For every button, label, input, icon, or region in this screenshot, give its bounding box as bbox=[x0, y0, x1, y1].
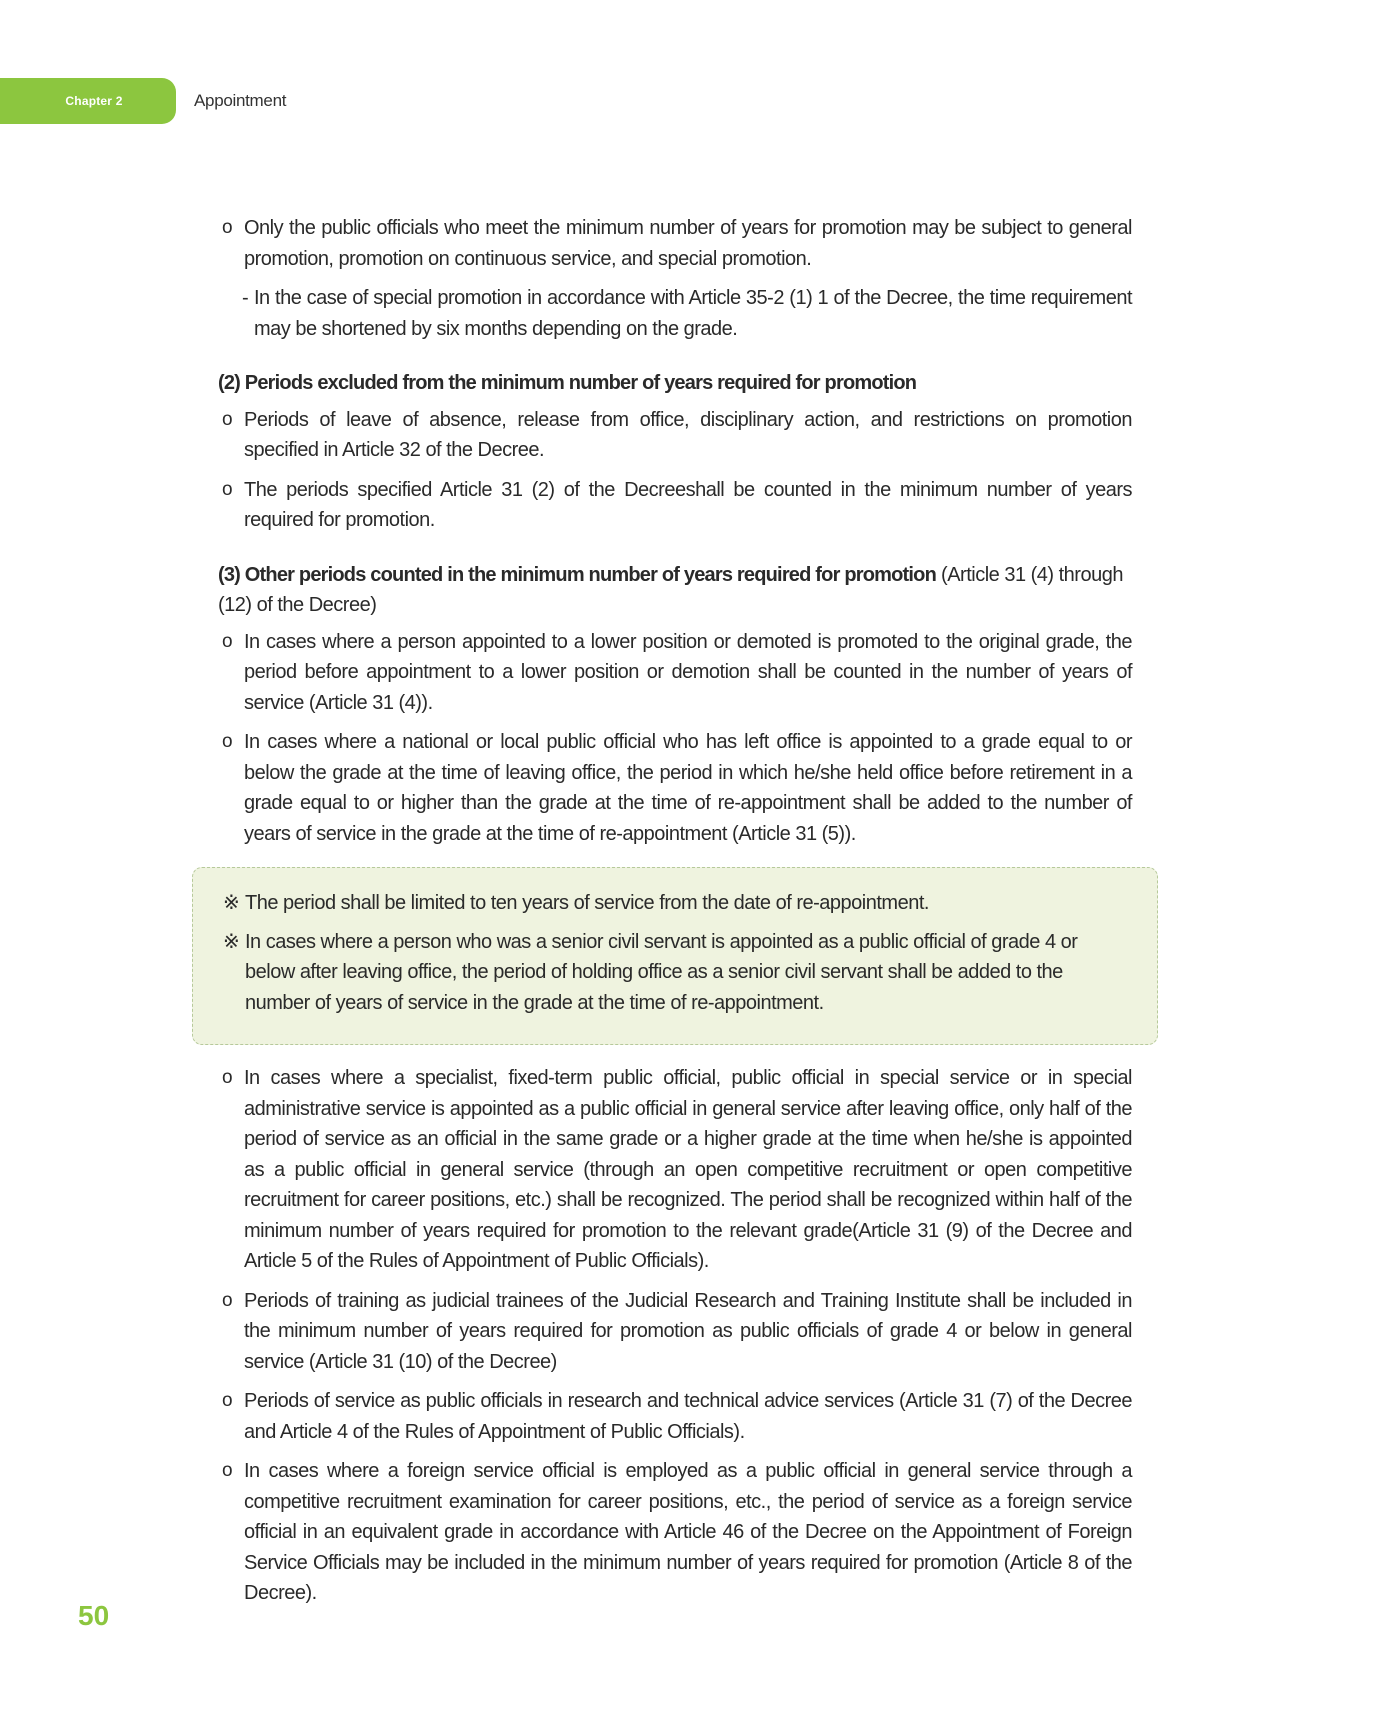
dash-text: In the case of special promotion in accordance with Article 35-2 (1) 1 of the Decree, the time requirement may be shortened by six months depending on the grade. bbox=[254, 287, 1132, 340]
dash-mark: - bbox=[242, 287, 249, 309]
chapter-tab bbox=[0, 78, 176, 124]
bullet-item bbox=[218, 727, 1132, 849]
page-number: 50 bbox=[78, 1600, 110, 1631]
bullet-text: In cases where a foreign service official is employed as a public official in general service through a competitive recruitment examination for career positions, etc., the period of service as a foreign service official in an equivalent grade in accordance with Article 46 of the Decree on the Appointment of Foreign Service Officials may be included in the minimum number of years required for promotion (Article 8 of the Decree). bbox=[244, 1460, 1132, 1604]
note-mark: ※ bbox=[223, 930, 240, 953]
dash-item bbox=[218, 283, 1132, 344]
bullet-item bbox=[218, 1456, 1132, 1609]
bullet-text: Only the public officials who meet the minimum number of years for promotion may be subject to general promotion, promotion on continuous service, and special promotion. bbox=[244, 217, 1132, 270]
note-mark: ※ bbox=[223, 892, 240, 914]
bullet-item bbox=[218, 1063, 1132, 1277]
bullet-text: In cases where a person appointed to a lower position or demoted is promoted to the original grade, the period before appointment to a lower position or demotion shall be counted in the number of years of service (Article 31 (4)). bbox=[244, 630, 1132, 714]
bullet-text: The periods specified Article 31 (2) of the Decreeshall be counted in the minimum number of years required for promotion. bbox=[244, 478, 1132, 531]
bullet-text: In cases where a national or local public official who has left office is appointed to a grade equal to or below the grade at the time of leaving office, the period in which he/she held office before retirement in a grade equal to or higher than the grade at the time of re-appointment shall be added to the number of years of service in the grade at the time of re-appointment (Article 31 (5)). bbox=[244, 731, 1132, 845]
bullet-mark: o bbox=[222, 217, 233, 238]
bullet-mark: o bbox=[222, 630, 233, 652]
bullet-item bbox=[218, 213, 1132, 274]
section-heading-3-bold: (3) Other periods counted in the minimum number of years required for promotion bbox=[218, 563, 936, 586]
section-heading-3-rest: (Article 31 (4) through (12) of the Decree) bbox=[218, 563, 1123, 616]
bullet-text: Periods of training as judicial trainees of the Judicial Research and Training Institute shall be included in the minimum number of years required for promotion as public officials of grade 4 or below in general service (Article 31 (10) of the Decree) bbox=[244, 1289, 1132, 1373]
bullet-text: Periods of leave of absence, release from office, disciplinary action, and restrictions on promotion specified in Article 32 of the Decree. bbox=[244, 408, 1132, 461]
bullet-mark: o bbox=[222, 1289, 233, 1311]
bullet-item bbox=[218, 405, 1132, 466]
note-item bbox=[223, 927, 1133, 1019]
bullet-mark: o bbox=[222, 731, 233, 752]
bullet-text: In cases where a specialist, fixed-term public official, public official in special service or in special administrative service is appointed as a public official in general service after leaving office, only half of the period of service as an official in the same grade or a higher grade at the time when he/she is appointed as a public official in general service (through an open competitive recruitment or open competitive recruitment for career positions, etc.) shall be recognized. The period shall be recognized within half of the minimum number of years required for promotion to the relevant grade(Article 31 (9) of the Decree and Article 5 of the Rules of Appointment of Public Officials). bbox=[244, 1067, 1132, 1272]
page-content bbox=[218, 213, 1132, 1618]
bullet-item bbox=[218, 627, 1132, 719]
chapter-label: Chapter 2 bbox=[65, 94, 123, 108]
bullet-mark: o bbox=[222, 1067, 233, 1088]
chapter-title: Appointment bbox=[194, 91, 287, 110]
bullet-text: Periods of service as public officials in research and technical advice services (Article 31 (7) of the Decree and Article 4 of the Rules of Appointment of Public Officials). bbox=[244, 1390, 1132, 1443]
bullet-mark: o bbox=[222, 1390, 233, 1411]
bullet-mark: o bbox=[222, 408, 233, 430]
bullet-item bbox=[218, 1386, 1132, 1447]
section-heading-3 bbox=[218, 560, 1132, 621]
note-item bbox=[223, 888, 1133, 919]
bullet-mark: o bbox=[222, 478, 233, 500]
note-text: In cases where a person who was a senior civil servant is appointed as a public official of grade 4 or below after leaving office, the period of holding office as a senior civil servant shall be added to the number of years of service in the grade at the time of re-appointment. bbox=[245, 930, 1078, 1014]
note-text: The period shall be limited to ten years of service from the date of re-appointment. bbox=[245, 892, 929, 914]
bullet-mark: o bbox=[222, 1460, 233, 1481]
section-heading-2: (2) Periods excluded from the minimum number of years required for promotion bbox=[218, 372, 917, 394]
bullet-item bbox=[218, 1286, 1132, 1378]
note-box bbox=[192, 867, 1158, 1045]
bullet-item bbox=[218, 475, 1132, 536]
